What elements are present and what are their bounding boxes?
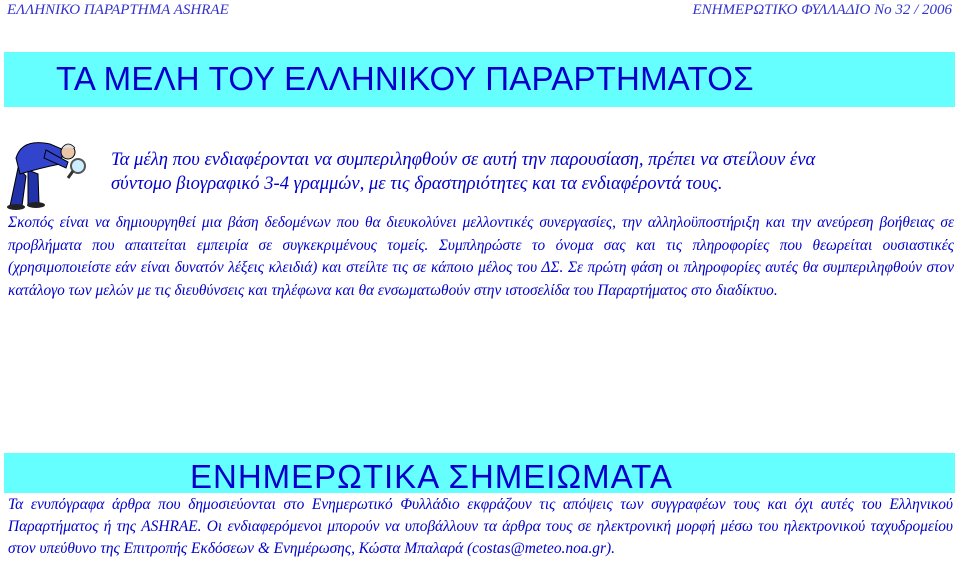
header-right: ΕΝΗΜΕΡΩΤΙΚΟ ΦΥΛΛΑΔΙΟ Νο 32 / 2006: [692, 2, 952, 18]
notes-title: ΕΝΗΜΕΡΩΤΙΚΑ ΣΗΜΕΙΩΜΑΤΑ: [190, 458, 673, 495]
notes-title-band: [4, 453, 955, 493]
members-paragraph: [8, 212, 954, 302]
intro-text: [111, 148, 951, 196]
intro-line-1: Τα μέλη που ενδιαφέρονται να συμπεριληφθούν σε αυτή την παρουσίαση, πρέπει να στείλουν ένα: [111, 149, 816, 170]
members-title-band: [4, 52, 955, 107]
detective-with-magnifier-icon: [6, 128, 90, 210]
paragraph-part-3: Σε πρώτη φάση οι πληροφορίες αυτές θα συμπεριληφθούν στον κατάλογο των μελών με τις διευθύνσεις και τηλέφωνα και θα ενσωματωθούν στην ιστοσελίδα του Παραρτήματος στο διαδίκτυο.: [8, 259, 954, 299]
intro-line-2: σύντομο βιογραφικό 3-4 γραμμών, με τις δραστηριότητες και τα ενδιαφέροντά τους.: [111, 173, 723, 194]
paragraph-part-1: Σκοπός είναι να δημιουργηθεί μια βάση δεδομένων που θα διευκολύνει μελλοντικές συνεργασίες, την αλληλοϋποστήριξη και την ανεύρεση βοήθειας σε προβλήματα που απαιτείται εμπειρία σε συγκεκριμένους τομείς.: [8, 214, 954, 254]
members-title: ΤΑ ΜΕΛΗ ΤΟΥ ΕΛΛΗΝΙΚΟΥ ΠΑΡΑΡΤΗΜΑΤΟΣ: [56, 60, 754, 97]
paragraph-part-2: Συμπληρώστε το όνομα σας και τις πληροφορίες που θεωρείται ουσιαστικές (χρησιμοποιείστε εάν είναι δυνατόν λέξεις κλειδιά) και στείλτε τις σε κάποιο μέλος του ΔΣ.: [8, 236, 954, 277]
header-left: ΕΛΛΗΝΙΚΟ ΠΑΡΑΡΤΗΜΑ ASHRAE: [7, 2, 229, 18]
notes-text: Τα ενυπόγραφα άρθρα που δημοσιεύονται στο Ενημερωτικό Φυλλάδιο εκφράζουν τις απόψεις των συγγραφέων τους και όχι αυτές του Ελληνικού Παραρτήματος ή της ASHRAE. Οι ενδιαφερόμενοι μπορούν να υποβάλλουν τα άρθρα τους σε ηλεκτρονική μορφή μέσω του ηλεκτρονικού ταχυδρομείου στον υπεύθυνο της Επιτροπής Εκδόσεων & Ενημέρωσης, Κώστα Μπαλαρά (costas@meteo.noa.gr).: [8, 496, 953, 557]
